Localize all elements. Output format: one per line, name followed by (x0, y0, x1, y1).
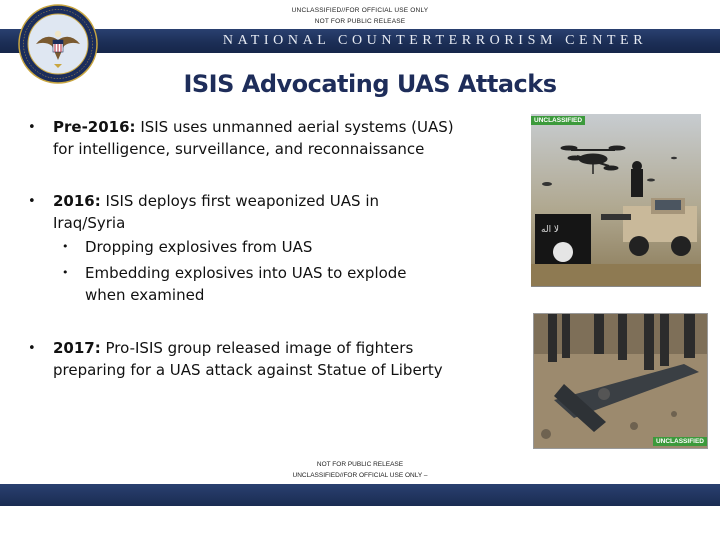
top-classification-line2: NOT FOR PUBLIC RELEASE (314, 18, 406, 25)
banner-title: NATIONAL COUNTERTERRORISM CENTER (222, 33, 648, 48)
bottom-classification (0, 459, 720, 481)
bullet-3-text-line2: preparing for a UAS attack against Statue of Liberty (53, 361, 443, 379)
sub-bullet-dot: • (62, 266, 69, 279)
top-classification-line1: UNCLASSIFIED//FOR OFFICIAL USE ONLY (291, 7, 429, 14)
top-classification (0, 5, 720, 27)
sub-bullet-2-line1: Embedding explosives into UAS to explode (85, 264, 407, 282)
bullet-dot: • (28, 120, 36, 135)
bullet-2 (53, 190, 379, 234)
sub-bullet-dot: • (62, 240, 69, 253)
bullet-1-year: Pre-2016: (53, 118, 136, 136)
bullet-3 (53, 337, 443, 381)
bullet-1 (53, 116, 454, 160)
bullet-dot: • (28, 194, 36, 209)
bullet-1-text-line2: for intelligence, surveillance, and reconnaissance (53, 140, 425, 158)
unclassified-tag: UNCLASSIFIED (653, 437, 707, 446)
page-title: ISIS Advocating UAS Attacks (183, 70, 557, 98)
bottom-classification-line1: NOT FOR PUBLIC RELEASE (316, 461, 404, 468)
bullet-2-year: 2016: (53, 192, 101, 210)
bullet-3-text: Pro-ISIS group released image of fighters (100, 339, 414, 357)
sub-bullet-2-line2: when examined (85, 286, 205, 304)
svg-text:لا اله: لا اله (541, 225, 560, 235)
drone-truck-photo (531, 114, 701, 287)
footer-banner (0, 484, 720, 506)
bullet-3-year: 2017: (53, 339, 101, 357)
drone-truck-photo-image (531, 114, 701, 286)
bullet-2-text-line2: Iraq/Syria (53, 214, 126, 232)
bullet-2-text: ISIS deploys first weaponized UAS in (100, 192, 379, 210)
unclassified-tag: UNCLASSIFIED (531, 116, 585, 125)
bullet-1-text: ISIS uses unmanned aerial systems (UAS) (135, 118, 454, 136)
drone-ground-photo (533, 313, 708, 449)
drone-ground-photo-image (534, 314, 707, 448)
sub-bullet-1: Dropping explosives from UAS (85, 238, 313, 256)
bottom-classification-line2: UNCLASSIFIED//FOR OFFICIAL USE ONLY – (292, 472, 428, 479)
bullet-dot: • (28, 341, 36, 356)
sub-bullet-2 (85, 262, 407, 306)
